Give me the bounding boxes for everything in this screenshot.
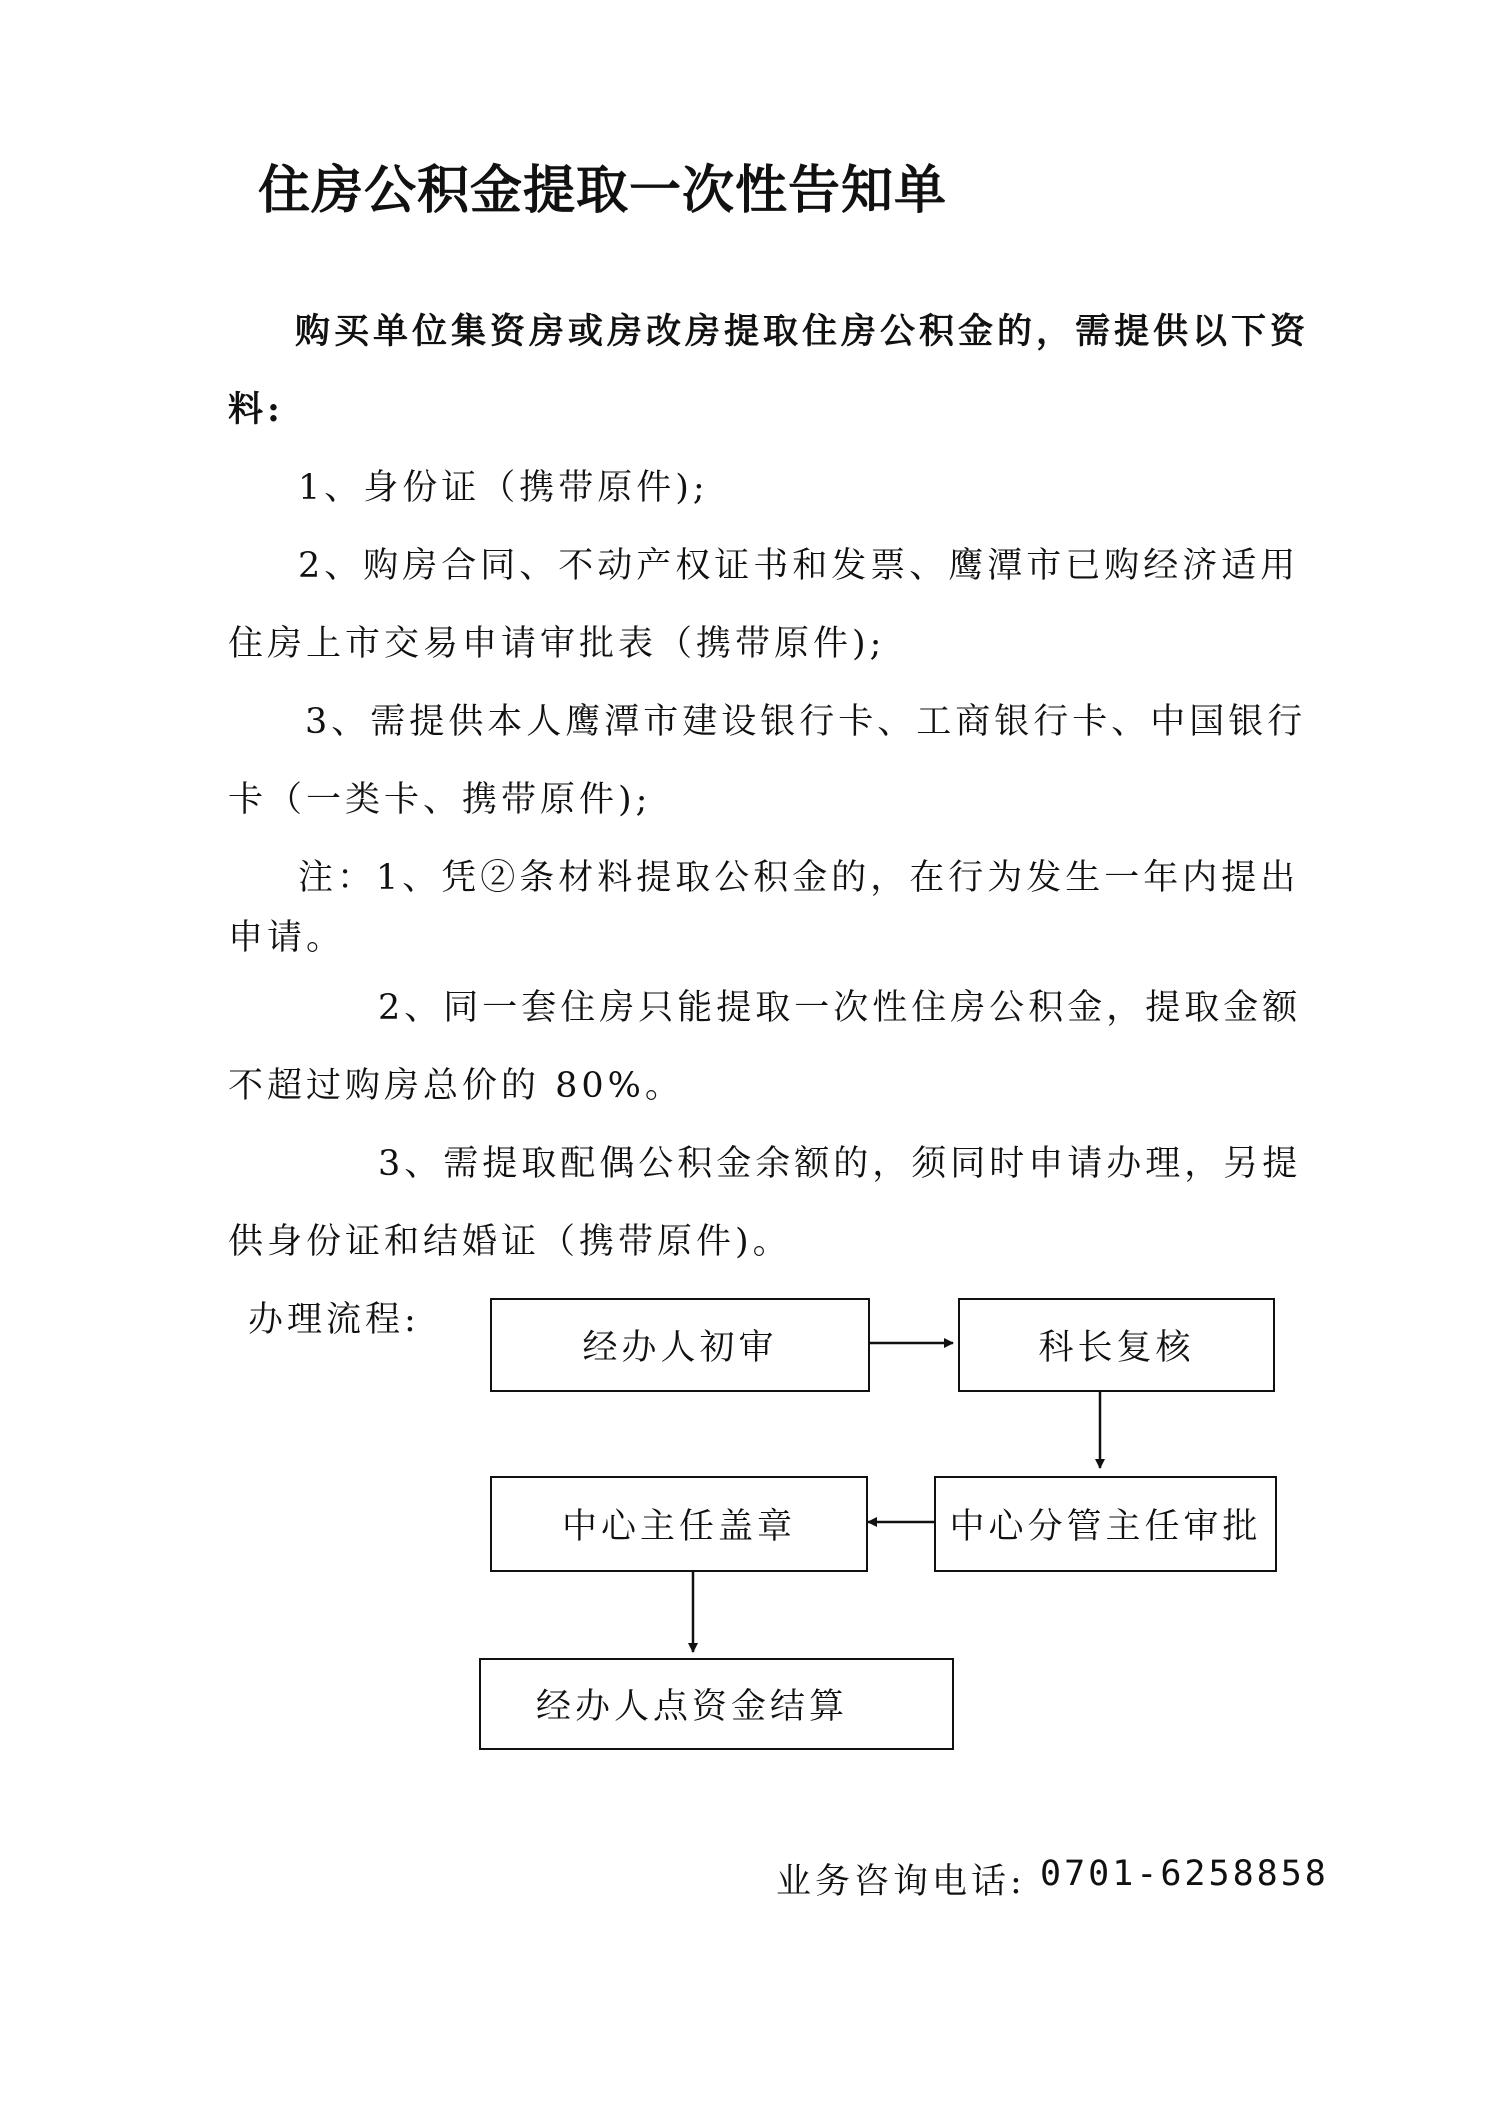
page-title: 住房公积金提取一次性告知单: [258, 160, 948, 221]
contact-label: 业务咨询电话:: [776, 1862, 1026, 1902]
item-3-line-2: 卡（一类卡、携带原件);: [228, 780, 652, 820]
note-1-line-2: 申请。: [228, 918, 346, 958]
flow-step-deputy-director-approval: 中心分管主任审批: [934, 1476, 1277, 1572]
intro-line-1: 购买单位集资房或房改房提取住房公积金的，需提供以下资: [295, 311, 1310, 352]
contact-phone: 0701-6258858: [1040, 1854, 1329, 1894]
flow-step-director-seal: 中心主任盖章: [490, 1476, 868, 1572]
flow-step-initial-review: 经办人初审: [490, 1298, 870, 1392]
note-2-line-2: 不超过购房总价的 80%。: [228, 1066, 684, 1106]
flow-step-fund-settlement: 经办人点资金结算: [479, 1658, 954, 1750]
item-1-line-1: 1、身份证（携带原件);: [298, 468, 709, 508]
note-3-line-1: 3、需提取配偶公积金余额的，须同时申请办理，另提: [378, 1144, 1302, 1184]
item-2-line-2: 住房上市交易申请审批表（携带原件);: [228, 624, 886, 664]
note-2-line-1: 2、同一套住房只能提取一次性住房公积金，提取金额: [378, 988, 1302, 1028]
flow-step-section-chief-review: 科长复核: [958, 1298, 1275, 1392]
note-1-line-1: 注：1、凭②条材料提取公积金的，在行为发生一年内提出: [298, 858, 1300, 898]
item-3-line-1: 3、需提供本人鹰潭市建设银行卡、工商银行卡、中国银行: [305, 702, 1307, 742]
note-3-line-2: 供身份证和结婚证（携带原件)。: [228, 1222, 792, 1262]
process-label: 办理流程:: [248, 1300, 420, 1340]
item-2-line-1: 2、购房合同、不动产权证书和发票、鹰潭市已购经济适用: [298, 546, 1300, 586]
intro-line-2: 料:: [228, 389, 284, 430]
